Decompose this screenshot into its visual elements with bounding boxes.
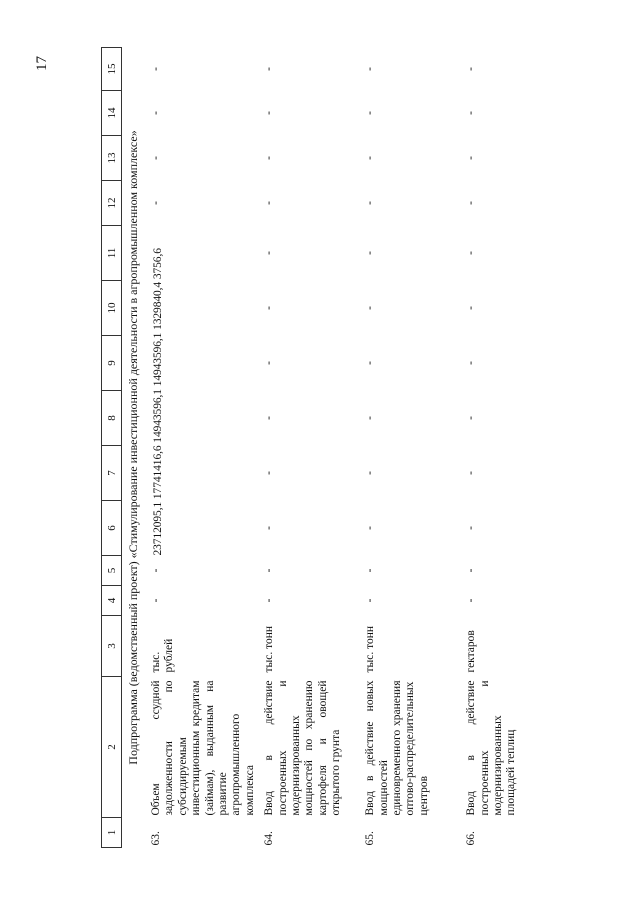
cell-value: - xyxy=(263,361,276,365)
col-header: 14 xyxy=(102,91,122,136)
cell-value: - xyxy=(465,361,478,365)
cell-value: - xyxy=(465,568,478,573)
row-description: Ввод в действие построенных и модернизированных мощностей по хранению картофеля и овощей открытого грунта xyxy=(263,680,343,816)
col-header: 6 xyxy=(102,501,122,556)
row-description: Ввод в действие новых мощностей единовременного хранения оптово-распределительных центров xyxy=(364,680,430,816)
row-number: 63. xyxy=(150,831,162,846)
cell-value: - xyxy=(263,251,276,255)
cell-value: - xyxy=(465,598,478,603)
row-unit: тыс. тонн xyxy=(263,625,276,673)
row-description: Ввод в действие построенных и модернизированных площадей теплиц xyxy=(465,680,518,816)
row-number: 66. xyxy=(465,831,478,846)
row-unit: тыс. рублей xyxy=(150,638,176,673)
cell-value: - xyxy=(465,306,478,310)
cell-value: - xyxy=(465,251,478,255)
cell-value: - xyxy=(465,111,478,115)
col-header: 5 xyxy=(102,556,122,586)
cell-value: - xyxy=(263,568,276,573)
cell-value: - xyxy=(263,156,276,160)
col-header: 10 xyxy=(102,281,122,336)
row-unit: тыс. тонн xyxy=(364,625,377,673)
col-header: 1 xyxy=(102,818,122,848)
col-header: 9 xyxy=(102,336,122,391)
cell-value: - xyxy=(150,201,162,205)
subprogram-title: Подпрограмма (ведомственный проект) «Стимулирование инвестиционной деятельности в агропромышленном комплексе» xyxy=(125,130,140,765)
cell-value: - xyxy=(465,201,478,205)
page-number: 17 xyxy=(34,56,50,71)
cell-value: - xyxy=(364,361,377,365)
column-numbers-row xyxy=(102,48,122,848)
cell-value: - xyxy=(465,67,478,71)
cell-value: - xyxy=(364,416,377,420)
col-header: 11 xyxy=(102,226,122,281)
indicator-table xyxy=(101,47,560,848)
cell-value: - xyxy=(364,526,377,530)
table-row xyxy=(257,48,358,848)
cell-value: - xyxy=(465,526,478,530)
subprogram-row xyxy=(122,48,145,848)
cell-value: - xyxy=(364,111,377,115)
cell-value: - xyxy=(364,471,377,475)
table-row xyxy=(459,48,560,848)
table-row xyxy=(144,48,257,848)
col-header: 2 xyxy=(102,677,122,818)
cell-value: - xyxy=(465,416,478,420)
cell-values-compact: 23712095,1 17741416,6 14943596,1 14943596,1 1329840,4 3756,6 xyxy=(152,248,164,556)
col-header: 3 xyxy=(102,616,122,677)
cell-value: - xyxy=(263,526,276,530)
cell-value: - xyxy=(263,111,276,115)
cell-value: - xyxy=(150,598,162,603)
cell-value: - xyxy=(150,156,162,160)
cell-value: - xyxy=(150,568,162,573)
cell-value: - xyxy=(465,471,478,475)
table-row xyxy=(358,48,459,848)
cell-value: - xyxy=(150,67,162,71)
cell-value: - xyxy=(263,67,276,71)
col-header: 12 xyxy=(102,181,122,226)
col-header: 13 xyxy=(102,136,122,181)
cell-value: - xyxy=(364,156,377,160)
col-header: 4 xyxy=(102,586,122,616)
cell-value: - xyxy=(150,111,162,115)
rotated-table-container xyxy=(101,48,541,848)
row-unit: гектаров xyxy=(465,630,478,673)
cell-value: - xyxy=(364,251,377,255)
cell-value: - xyxy=(263,598,276,603)
cell-value: - xyxy=(364,67,377,71)
col-header: 7 xyxy=(102,446,122,501)
row-number: 65. xyxy=(364,831,377,846)
cell-value: - xyxy=(364,598,377,603)
cell-value: - xyxy=(263,471,276,475)
cell-value: - xyxy=(364,306,377,310)
cell-value: - xyxy=(263,201,276,205)
row-description: Объем ссудной задолженности по субсидируемым инвестиционным кредитам (займам), выданным на развитие агропромышленного комплекса xyxy=(150,680,256,816)
cell-value: - xyxy=(364,568,377,573)
row-number: 64. xyxy=(263,831,276,846)
cell-value: - xyxy=(263,416,276,420)
cell-value: - xyxy=(364,201,377,205)
cell-value: - xyxy=(263,306,276,310)
col-header: 8 xyxy=(102,391,122,446)
cell-value: - xyxy=(465,156,478,160)
col-header: 15 xyxy=(102,48,122,91)
